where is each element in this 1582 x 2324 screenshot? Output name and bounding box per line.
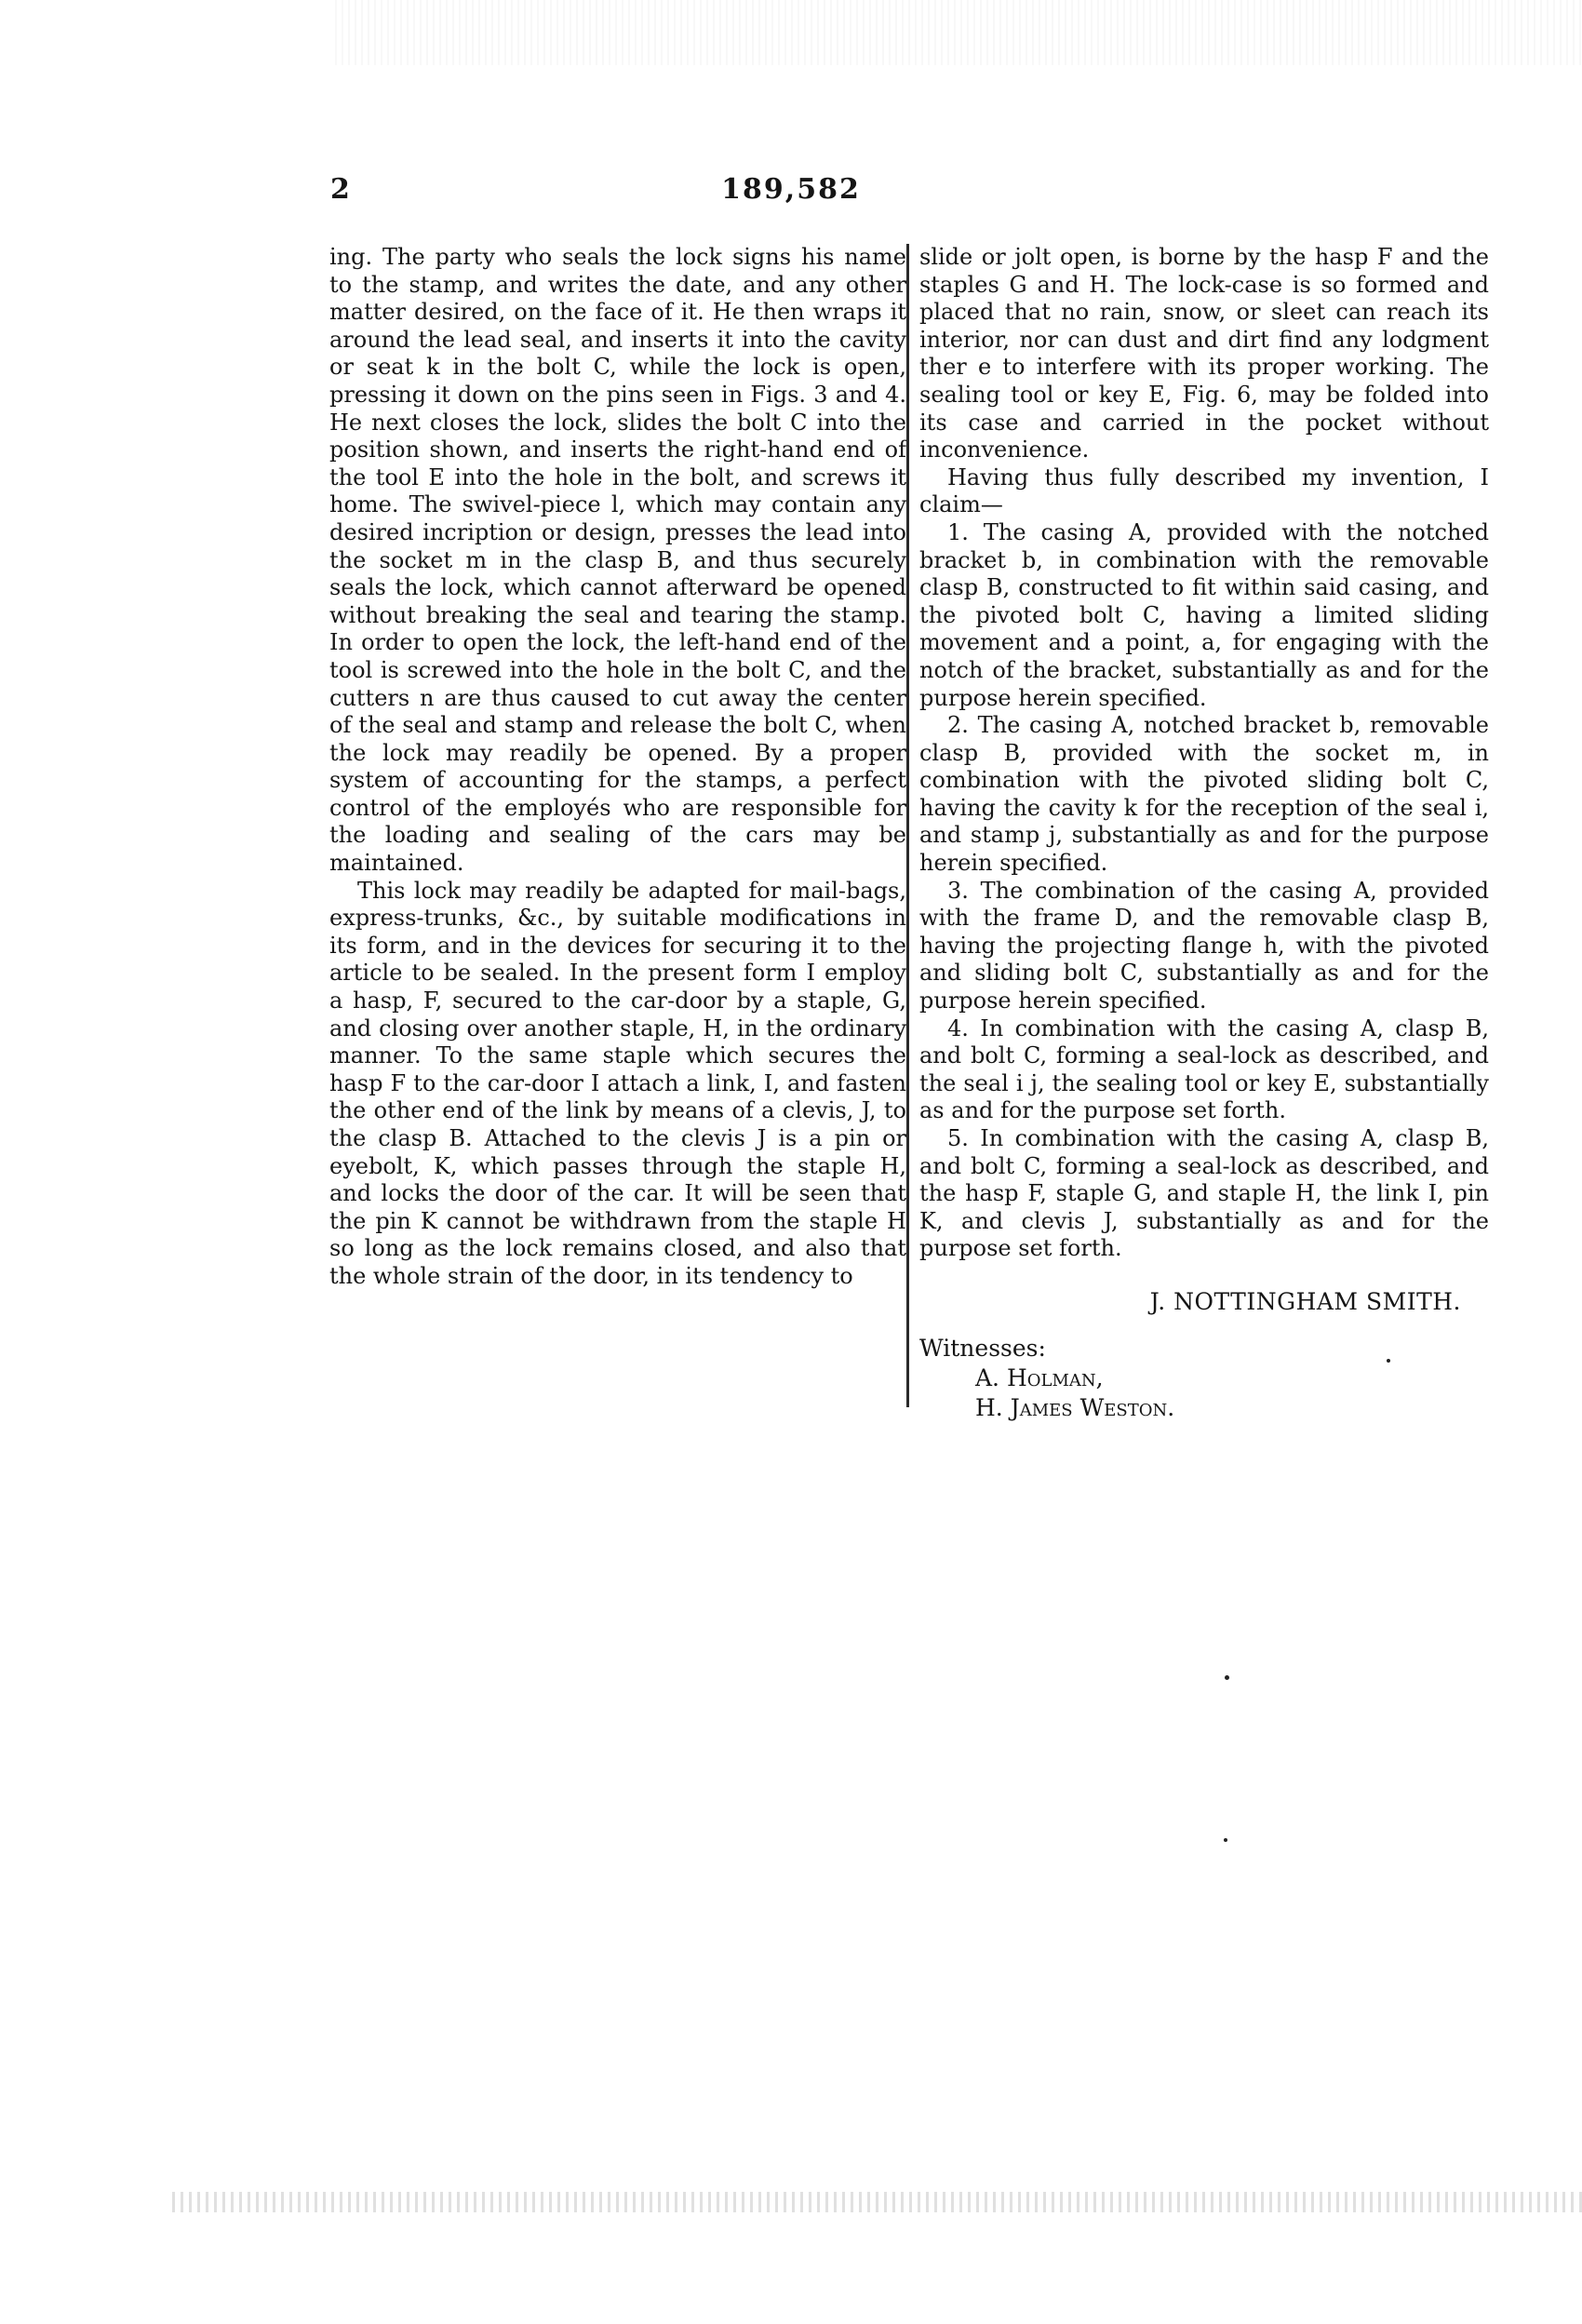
paragraph: ing. The party who seals the lock signs his name to the stamp, and writes the date, and any other matter desired, on the face of it. He then wraps it around the lead seal, and inserts it into the cavity or seat k in the bolt C, while the lock is open, pressing it down on the pins seen in Figs. 3 and 4. He next closes the lock, slides the bolt C into the position shown, and inserts the right-hand end of the tool E into the hole in the bolt, and screws it home. The swivel-piece l, which may contain any desired incription or design, presses the lead into the socket m in the clasp B, and thus securely seals the lock, which cannot afterward be opened without breaking the seal and tearing the stamp. In order to open the lock, the left-hand end of the tool is screwed into the hole in the bolt C, and the cutters n are thus caused to cut away the center of the seal and stamp and release the bolt C, when the lock may readily be opened. By a proper system of accounting for the stamps, a perfect control of the employés who are responsible for the loading and sealing of the cars may be maintained. — [329, 244, 906, 877]
witnesses-label: Witnesses: — [919, 1334, 1046, 1362]
scan-margin-bottom — [172, 2212, 1582, 2324]
page-header — [0, 173, 1582, 210]
paragraph: This lock may readily be adapted for mail-bags, express-trunks, &c., by suitable modifications in its form, and in the devices for securing it to the article to be sealed. In the present form I employ a hasp, F, secured to the car-door by a staple, G, and closing over another staple, H, in the ordinary manner. To the same staple which secures the hasp F to the car-door I attach a link, I, and fasten the other end of the link by means of a clevis, J, to the clasp B. Attached to the clevis J is a pin or eyebolt, K, which passes through the staple H, and locks the door of the car. It will be seen that the pin K cannot be withdrawn from the staple H so long as the lock remains closed, and also that the whole strain of the door, in its tendency to — [329, 877, 906, 1289]
inventor-name: J. NOTTINGHAM SMITH. — [1149, 1287, 1461, 1315]
signature-block — [919, 1287, 1489, 1423]
claim-intro: Having thus fully described my invention, I claim— — [919, 463, 1489, 518]
scan-noise-bottom — [172, 2192, 1582, 2212]
paragraph: slide or jolt open, is borne by the hasp F and the staples G and H. The lock-case is so formed and placed that no rain, snow, or sleet can reach its interior, nor can dust and dirt find any lodgment ther e to interfere with its proper working. The sealing tool or key E, Fig. 6, may be folded into its case and carried in the pocket without inconvenience. — [919, 244, 1489, 463]
claim-2: 2. The casing A, notched bracket b, removable clasp B, provided with the socket m, in combination with the pivoted sliding bolt C, having the cavity k for the reception of the seal i, and stamp j, substantially as and for the purpose herein specified. — [919, 712, 1489, 877]
patent-number: 189,582 — [721, 173, 861, 206]
scan-margin-left — [0, 0, 172, 2324]
claim-4: 4. In combination with the casing A, clasp B, and bolt C, forming a seal-lock as described, and the seal i j, the sealing tool or key E, substantially as and for the purpose set forth. — [919, 1014, 1489, 1124]
left-column — [329, 244, 906, 1291]
column-divider — [906, 244, 909, 1407]
scan-speck — [1387, 1359, 1390, 1363]
page-number: 2 — [330, 173, 350, 206]
scan-speck — [1225, 1675, 1229, 1680]
witness-1: A. Holman, — [975, 1364, 1104, 1391]
claim-1: 1. The casing A, provided with the notched bracket b, in combination with the removable clasp B, constructed to fit within said casing, and the pivoted bolt C, having a limited sliding movement and a point, a, for engaging with the notch of the bracket, substantially as and for the purpose herein specified. — [919, 518, 1489, 711]
scan-noise-top — [335, 0, 1582, 65]
claim-3: 3. The combination of the casing A, provided with the frame D, and the removable clasp B, having the projecting flange h, with the pivoted and sliding bolt C, substantially as and for the purpose herein specified. — [919, 877, 1489, 1014]
scan-speck — [1224, 1838, 1227, 1842]
witness-2: H. James Weston. — [975, 1393, 1175, 1421]
right-column — [919, 244, 1489, 1423]
claim-5: 5. In combination with the casing A, clasp B, and bolt C, forming a seal-lock as described, and the hasp F, staple G, and staple H, the link I, pin K, and clevis J, substantially as and for the purpose set forth. — [919, 1125, 1489, 1262]
